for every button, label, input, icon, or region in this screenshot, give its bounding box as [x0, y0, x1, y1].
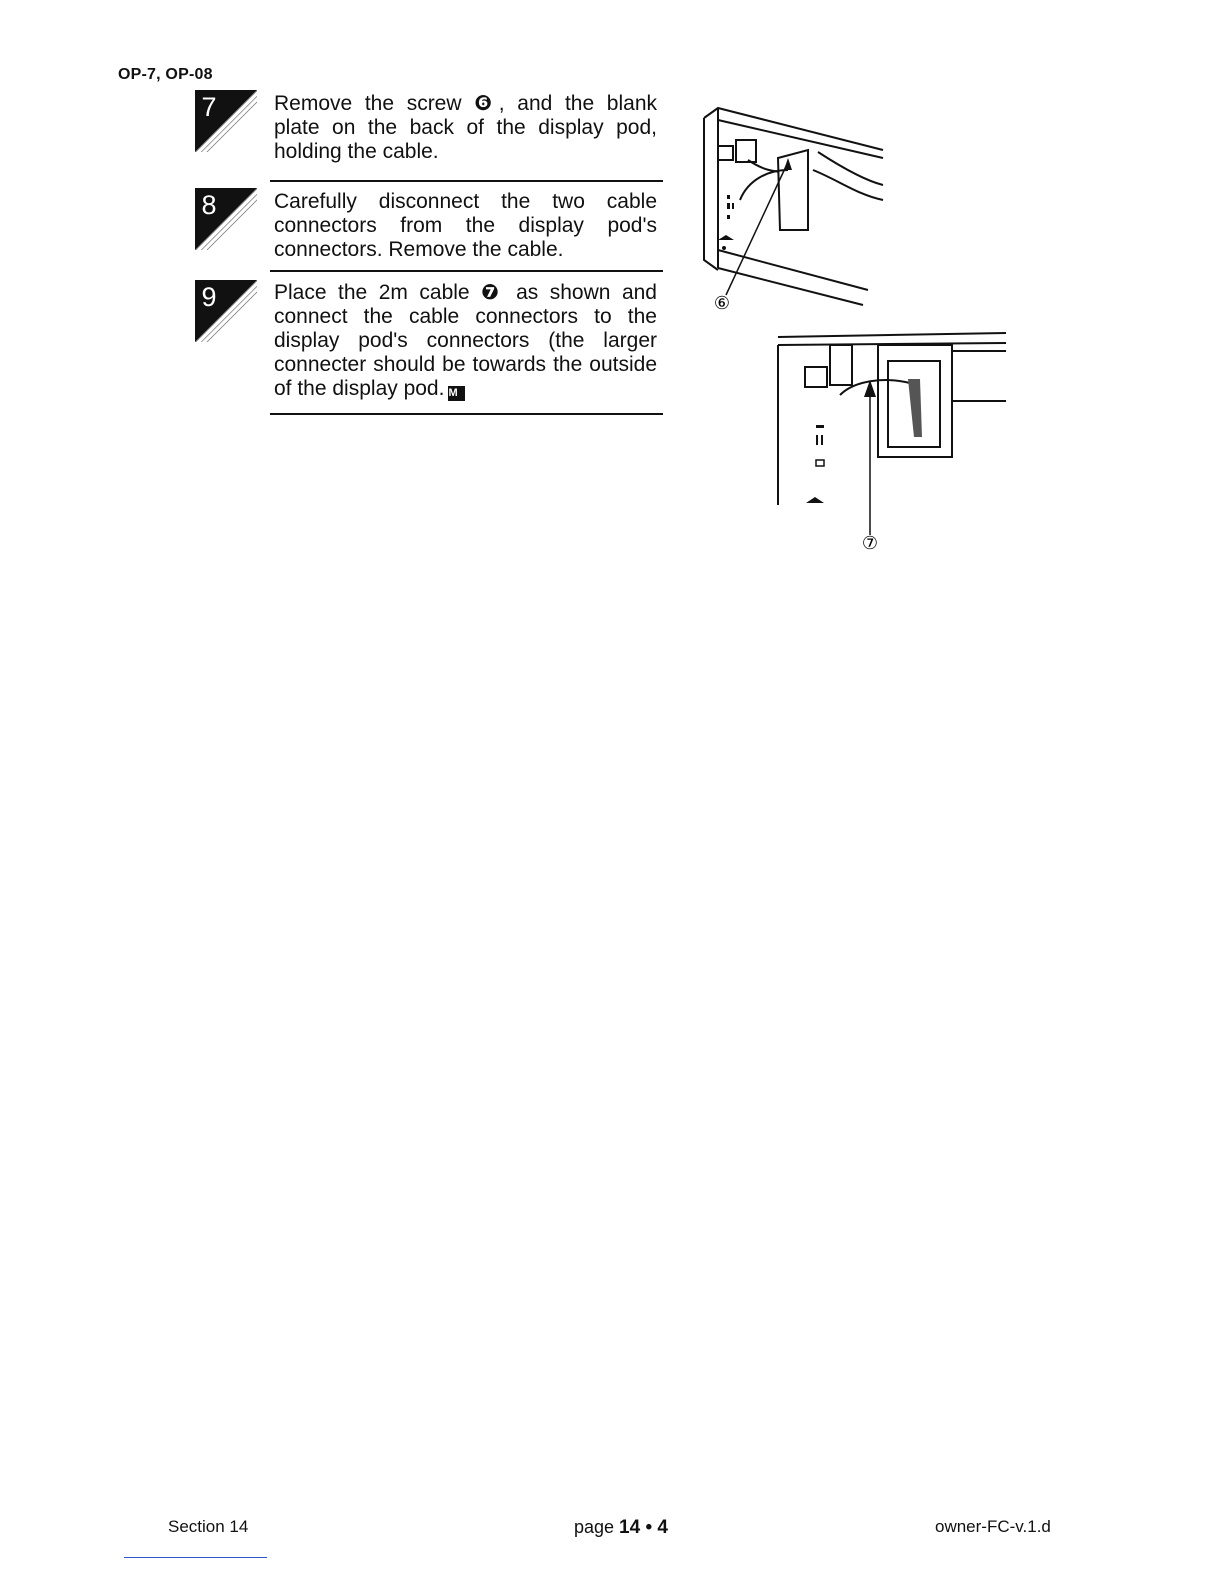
step-number: 8 [201, 190, 217, 220]
footer-section-label: Section 14 [168, 1517, 249, 1536]
callout-6: ⑥ [713, 293, 731, 314]
step-number: 9 [201, 282, 217, 312]
end-mark-icon: M [448, 386, 465, 401]
footer-page-number: page 14 • 4 [574, 1517, 668, 1538]
divider [270, 270, 663, 272]
callout-7: ⑦ [861, 533, 879, 554]
cable-reference: ❼ [481, 281, 505, 304]
footer-document-id: owner-FC-v.1.d [935, 1517, 1051, 1536]
display-pod-blank-plate-diagram [688, 100, 898, 320]
page-header-label: OP-7, OP-08 [118, 66, 213, 83]
divider [270, 413, 663, 415]
divider [270, 180, 663, 182]
step-instruction: Place the 2m cable ❼ as shown and connect the cable connectors to the display pod's connectors (the larger connecter should be towards the outside of the display pod. M [274, 281, 657, 400]
screw-reference: ❻ [474, 92, 499, 115]
step-number: 7 [201, 92, 217, 122]
footer-divider [124, 1557, 267, 1558]
display-pod-cable-diagram [770, 325, 1010, 555]
step-instruction: Remove the screw ❻, and the blank plate on the back of the display pod, holding the cable. [274, 92, 658, 163]
step-instruction: Carefully disconnect the two cable connectors from the display pod's connectors. Remove the cable. [274, 190, 657, 261]
